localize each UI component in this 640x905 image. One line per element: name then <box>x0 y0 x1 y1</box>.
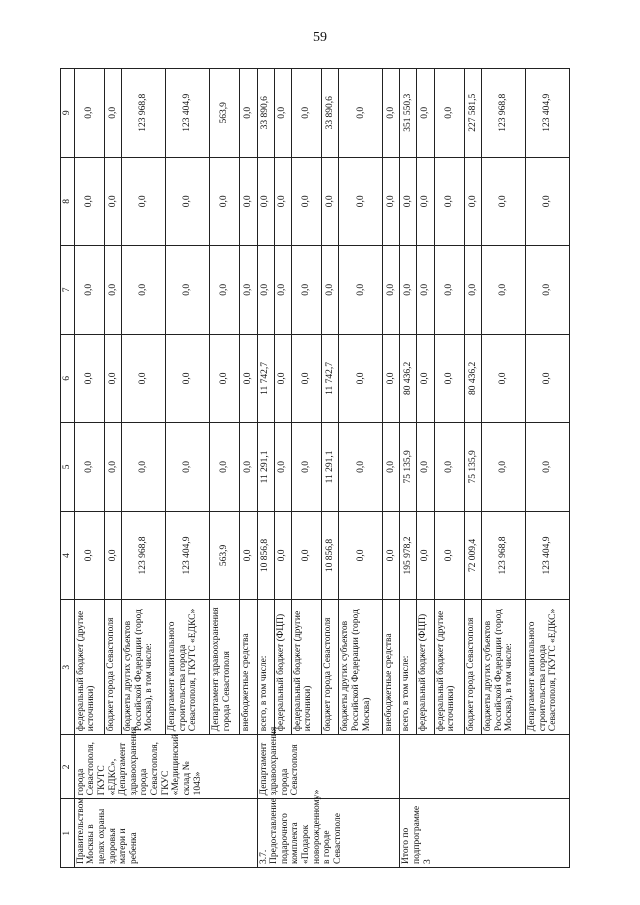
amount-cell: 0,0 <box>339 246 383 335</box>
amount-cell: 0,0 <box>74 246 104 335</box>
amount-cell: 0,0 <box>417 423 434 512</box>
amount-cell: 0,0 <box>291 69 321 158</box>
amount-cell: 0,0 <box>209 334 239 423</box>
table-row <box>74 69 104 868</box>
column-header: 6 <box>61 334 75 423</box>
table-row <box>257 69 274 868</box>
amount-cell: 0,0 <box>240 511 257 600</box>
amount-cell: 351 550,3 <box>400 69 417 158</box>
amount-cell: 0,0 <box>240 157 257 246</box>
amount-cell: 0,0 <box>383 69 400 158</box>
amount-cell: 563,9 <box>209 69 239 158</box>
amount-cell: 0,0 <box>482 246 526 335</box>
amount-cell: 0,0 <box>209 246 239 335</box>
amount-cell: 0,0 <box>122 423 166 512</box>
budget-table <box>60 68 570 868</box>
amount-cell: 0,0 <box>383 157 400 246</box>
table-body <box>74 69 569 868</box>
column-header: 9 <box>61 69 75 158</box>
amount-cell: 0,0 <box>257 157 274 246</box>
amount-cell: 0,0 <box>274 157 291 246</box>
amount-cell: 0,0 <box>166 246 210 335</box>
executor-cell <box>400 735 570 799</box>
amount-cell: 0,0 <box>291 246 321 335</box>
amount-cell: 0,0 <box>465 157 482 246</box>
amount-cell: 0,0 <box>240 334 257 423</box>
amount-cell: 0,0 <box>274 334 291 423</box>
amount-cell: 0,0 <box>291 334 321 423</box>
amount-cell: 11 742,7 <box>257 334 274 423</box>
amount-cell: 0,0 <box>166 157 210 246</box>
amount-cell: 0,0 <box>417 511 434 600</box>
amount-cell: 123 968,8 <box>122 511 166 600</box>
amount-cell: 0,0 <box>526 423 570 512</box>
amount-cell: 0,0 <box>417 69 434 158</box>
amount-cell: 0,0 <box>274 423 291 512</box>
amount-cell: 0,0 <box>526 157 570 246</box>
amount-cell: 0,0 <box>166 423 210 512</box>
column-header: 4 <box>61 511 75 600</box>
amount-cell: 0,0 <box>400 157 417 246</box>
amount-cell: 75 135,9 <box>465 423 482 512</box>
amount-cell: 33 890,6 <box>322 69 339 158</box>
funding-source-cell: бюджеты других субъектов Российской Федерации (город Москва), в том числе: <box>122 600 166 735</box>
amount-cell: 0,0 <box>166 334 210 423</box>
amount-cell: 123 404,9 <box>166 69 210 158</box>
funding-source-cell: внебюджетные средства <box>240 600 257 735</box>
amount-cell: 0,0 <box>105 423 122 512</box>
amount-cell: 10 856,8 <box>257 511 274 600</box>
amount-cell: 0,0 <box>339 423 383 512</box>
funding-source-cell: федеральный бюджет (другие источники) <box>74 600 104 735</box>
amount-cell: 0,0 <box>122 246 166 335</box>
column-header: 8 <box>61 157 75 246</box>
amount-cell: 0,0 <box>74 511 104 600</box>
column-header: 5 <box>61 423 75 512</box>
amount-cell: 0,0 <box>465 246 482 335</box>
amount-cell: 0,0 <box>339 511 383 600</box>
amount-cell: 0,0 <box>482 334 526 423</box>
page-number: 59 <box>313 30 327 45</box>
amount-cell: 0,0 <box>383 334 400 423</box>
amount-cell: 0,0 <box>105 334 122 423</box>
amount-cell: 0,0 <box>74 334 104 423</box>
column-header: 7 <box>61 246 75 335</box>
amount-cell: 0,0 <box>417 246 434 335</box>
amount-cell: 195 978,2 <box>400 511 417 600</box>
column-header: 2 <box>61 735 75 799</box>
funding-source-cell: всего, в том числе: <box>400 600 417 735</box>
amount-cell: 0,0 <box>434 334 464 423</box>
amount-cell: 123 404,9 <box>526 69 570 158</box>
amount-cell: 0,0 <box>526 246 570 335</box>
amount-cell: 0,0 <box>339 157 383 246</box>
amount-cell: 0,0 <box>74 157 104 246</box>
funding-source-cell: бюджеты других субъектов Российской Федерации (город Москва), в том числе: <box>482 600 526 735</box>
executor-cell: города Севастополя, ГКУГС «ЕДКС», Департамент здравоохранения города Севастополя, ГКУС «Медицинский склад № 1043» <box>74 735 257 799</box>
funding-source-cell: бюджет города Севастополя <box>105 600 122 735</box>
funding-source-cell: федеральный бюджет (другие источники) <box>434 600 464 735</box>
amount-cell: 0,0 <box>482 157 526 246</box>
funding-source-cell: бюджет города Севастополя <box>322 600 339 735</box>
amount-cell: 123 404,9 <box>526 511 570 600</box>
amount-cell: 0,0 <box>434 511 464 600</box>
executor-cell: Департамент здравоохранения города Севастополя <box>257 735 400 799</box>
funding-source-cell: Департамент капитального строительства города Севастополя, ГКУГС «ЕДКС» <box>166 600 210 735</box>
amount-cell: 123 968,8 <box>482 69 526 158</box>
amount-cell: 75 135,9 <box>400 423 417 512</box>
amount-cell: 33 890,6 <box>257 69 274 158</box>
amount-cell: 0,0 <box>74 69 104 158</box>
amount-cell: 0,0 <box>383 511 400 600</box>
amount-cell: 0,0 <box>322 246 339 335</box>
amount-cell: 0,0 <box>417 334 434 423</box>
amount-cell: 0,0 <box>400 246 417 335</box>
amount-cell: 0,0 <box>122 334 166 423</box>
amount-cell: 0,0 <box>434 423 464 512</box>
amount-cell: 123 404,9 <box>166 511 210 600</box>
amount-cell: 0,0 <box>105 157 122 246</box>
activity-name-cell: Итого по подпрограмме 3 <box>400 799 570 868</box>
amount-cell: 0,0 <box>339 334 383 423</box>
amount-cell: 0,0 <box>291 511 321 600</box>
column-header: 3 <box>61 600 75 735</box>
amount-cell: 123 968,8 <box>122 69 166 158</box>
amount-cell: 0,0 <box>122 157 166 246</box>
amount-cell: 0,0 <box>417 157 434 246</box>
amount-cell: 0,0 <box>434 69 464 158</box>
activity-name-cell: 3.7. Предоставление подарочного комплекта «Подарок новорожденному» в городе Севастополе <box>257 799 400 868</box>
amount-cell: 80 436,2 <box>465 334 482 423</box>
amount-cell: 0,0 <box>274 246 291 335</box>
funding-source-cell: федеральный бюджет (другие источники) <box>291 600 321 735</box>
header-row <box>61 69 75 868</box>
amount-cell: 11 291,1 <box>322 423 339 512</box>
amount-cell: 0,0 <box>240 69 257 158</box>
amount-cell: 0,0 <box>105 69 122 158</box>
amount-cell: 0,0 <box>240 423 257 512</box>
amount-cell: 0,0 <box>434 157 464 246</box>
activity-name-cell: Правительством Москвы в целях охраны здоровья матери и ребенка <box>74 799 257 868</box>
amount-cell: 0,0 <box>482 423 526 512</box>
amount-cell: 0,0 <box>526 334 570 423</box>
amount-cell: 11 742,7 <box>322 334 339 423</box>
amount-cell: 0,0 <box>209 157 239 246</box>
amount-cell: 0,0 <box>74 423 104 512</box>
amount-cell: 0,0 <box>105 246 122 335</box>
amount-cell: 0,0 <box>383 423 400 512</box>
funding-source-cell: всего, в том числе: <box>257 600 274 735</box>
amount-cell: 0,0 <box>291 423 321 512</box>
column-header: 1 <box>61 799 75 868</box>
amount-cell: 563,9 <box>209 511 239 600</box>
amount-cell: 0,0 <box>209 423 239 512</box>
rotated-table-page <box>60 68 570 868</box>
amount-cell: 0,0 <box>434 246 464 335</box>
amount-cell: 80 436,2 <box>400 334 417 423</box>
funding-source-cell: федеральный бюджет (ФЦП) <box>417 600 434 735</box>
funding-source-cell: Департамент капитального строительства города Севастополя, ГКУГС «ЕДКС» <box>526 600 570 735</box>
amount-cell: 123 968,8 <box>482 511 526 600</box>
funding-source-cell: бюджет города Севастополя <box>465 600 482 735</box>
amount-cell: 0,0 <box>274 511 291 600</box>
amount-cell: 0,0 <box>291 157 321 246</box>
amount-cell: 227 581,5 <box>465 69 482 158</box>
amount-cell: 0,0 <box>383 246 400 335</box>
amount-cell: 0,0 <box>274 69 291 158</box>
amount-cell: 11 291,1 <box>257 423 274 512</box>
funding-source-cell: внебюджетные средства <box>383 600 400 735</box>
amount-cell: 0,0 <box>105 511 122 600</box>
funding-source-cell: федеральный бюджет (ФЦП) <box>274 600 291 735</box>
amount-cell: 0,0 <box>322 157 339 246</box>
amount-cell: 0,0 <box>240 246 257 335</box>
amount-cell: 72 009,4 <box>465 511 482 600</box>
amount-cell: 10 856,8 <box>322 511 339 600</box>
amount-cell: 0,0 <box>339 69 383 158</box>
funding-source-cell: бюджеты других субъектов Российской Федерации (город Москва) <box>339 600 383 735</box>
funding-source-cell: Департамент здравоохранения города Севастополя <box>209 600 239 735</box>
amount-cell: 0,0 <box>257 246 274 335</box>
table-row <box>400 69 417 868</box>
